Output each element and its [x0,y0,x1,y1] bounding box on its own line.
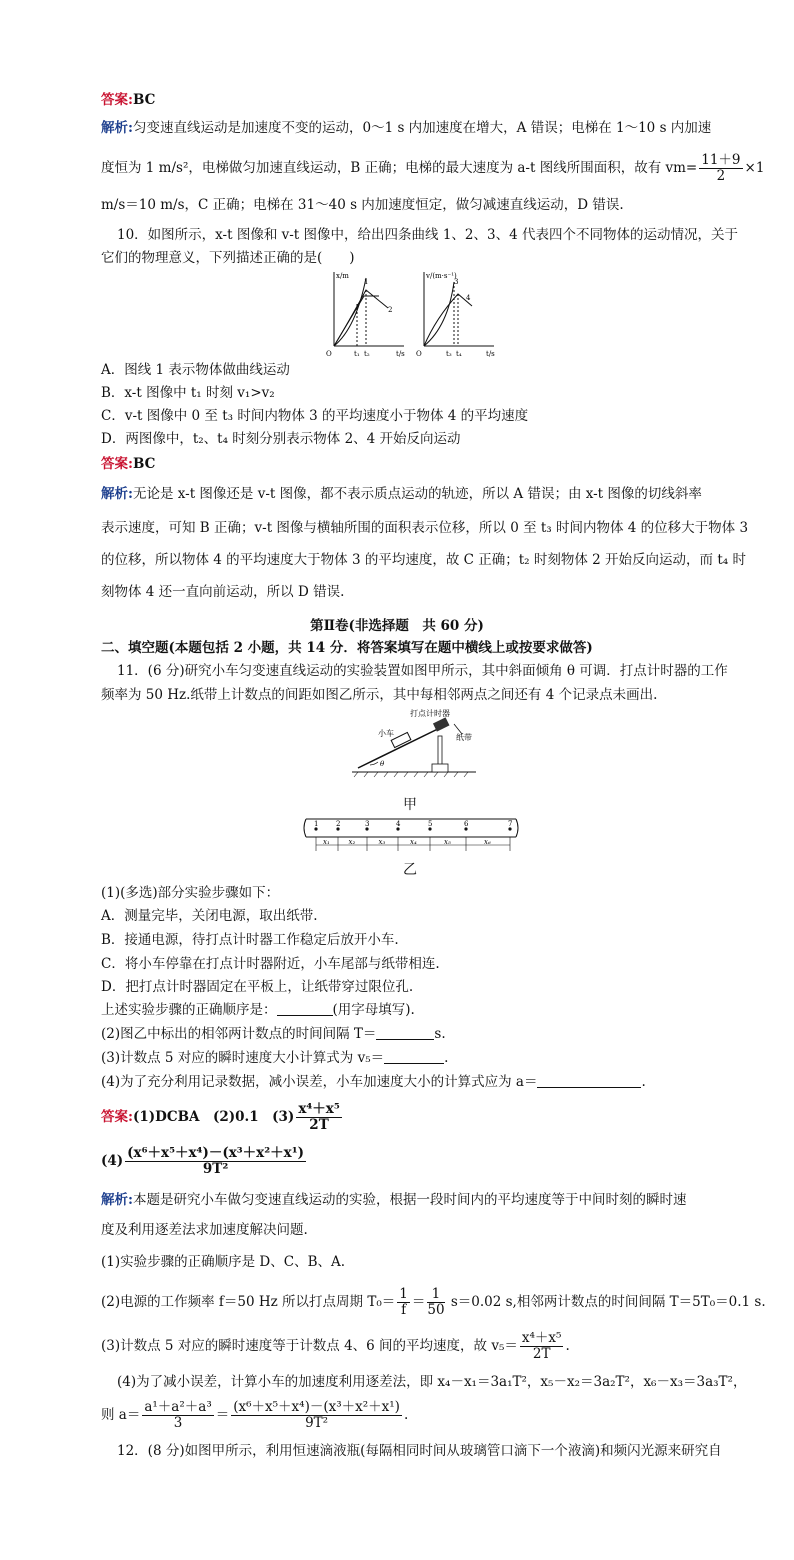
q11-answer-4 [101,1146,308,1177]
sol2-eq: ＝ [411,1294,426,1310]
sol3-prefix: (3)计数点 5 对应的瞬时速度等于计数点 4、6 间的平均速度，故 v₅＝ [101,1338,518,1354]
xt-t1: t₁ [354,350,360,358]
frac-tail: ×1 [744,160,765,176]
q10-graphs [316,268,506,360]
q11-analysis-line-1 [101,1190,686,1210]
tape-point-label: 5 [428,820,433,828]
xt-graph [326,272,405,358]
tape-point-label: 4 [396,820,401,828]
order-prefix: 上述实验步骤的正确顺序是： [101,1002,277,1018]
xt-c2: 2 [388,306,393,314]
sol4-frac-2 [231,1400,402,1431]
frac-den: f [401,1302,407,1318]
xt-t2: t₂ [364,350,370,358]
tape-point-label: 2 [336,820,341,828]
q10-stem-2: 它们的物理意义，下列描述正确的是( ) [101,250,355,266]
cart-label: 小车 [378,729,394,738]
q11-analysis-line-2: 度及利用逐差法求加速度解决问题. [101,1222,308,1238]
q12-stem: 12．(8 分)如图甲所示，利用恒速滴液瓶(每隔相同时间从玻璃管口滴下一个液滴)和频闪光源来研究自 [117,1443,722,1459]
fig-b-caption: 乙 [403,862,417,878]
q3-prefix: (3)计数点 5 对应的瞬时速度大小计算式为 v₅＝ [101,1050,385,1066]
fig-a-apparatus [348,706,480,778]
sol4-prefix: 则 a＝ [101,1407,141,1423]
q9-analysis-line-3 [101,195,624,215]
q11-sol-2 [101,1287,766,1318]
frac-num: x⁴＋x⁵ [298,1101,340,1117]
sol2-prefix: (2)电源的工作频率 f＝50 Hz 所以打点周期 T₀＝ [101,1294,396,1310]
q4-prefix: (4)为了充分利用记录数据，减小误差，小车加速度大小的计算式应为 a＝ [101,1074,538,1090]
q10-option-c: C．v-t 图像中 0 至 t₃ 时间内物体 3 的平均速度小于物体 4 的平均速度 [101,408,529,424]
analysis-text: 本题是研究小车做匀变速直线运动的实验，根据一段时间内的平均速度等于中间时刻的瞬时速 [132,1192,687,1208]
q10-analysis-line-3: 的位移，所以物体 4 的平均速度大于物体 3 的平均速度，故 C 正确；t₂ 时刻物体 2 开始反向运动，而 t₄ 时 [101,552,746,568]
analysis-text: 无论是 x-t 图像还是 v-t 图像，都不表示质点运动的轨迹，所以 A 错误；由 x-t 图像的切线斜率 [132,486,702,502]
q11-part1: (1)(多选)部分实验步骤如下： [101,885,280,901]
frac-den: 2T [532,1346,551,1362]
answer-label: 答案: [101,456,133,472]
q2-prefix: (2)图乙中标出的相邻两计数点的时间间隔 T＝ [101,1026,377,1042]
q10-option-a: A．图线 1 表示物体做曲线运动 [101,362,290,378]
q9-analysis-line-2 [101,153,764,184]
sol2-frac-1 [397,1287,410,1318]
fig-b-tape [300,815,522,857]
frac-den: 50 [427,1302,445,1318]
segment-label: x₂ [348,838,356,846]
answer-label: 答案: [101,1109,133,1125]
incline [358,724,448,768]
q11-step-b: B．接通电源，待打点计时器工作稳定后放开小车. [101,932,399,948]
curve-4 [424,294,472,346]
q11-step-c: C．将小车停靠在打点计时器附近，小车尾部与纸带相连. [101,956,440,972]
q11-order-line [101,1000,415,1020]
q11-sol-4-line-1: (4)为了减小误差，计算小车的加速度利用逐差法，即 x₄－x₁＝3a₁T²，x₅－x₂＝3a₂T²，x₆－x₃＝3a₃T²， [117,1374,747,1390]
q10-analysis-line-4: 刻物体 4 还一直向前运动，所以 D 错误. [101,584,345,600]
sol2-frac-2 [427,1287,444,1318]
q10-stem-1: 10．如图所示，x-t 图像和 v-t 图像中，给出四条曲线 1、2、3、4 代表四个不同物体的运动情况，关于 [117,227,738,243]
answer-value: BC [132,92,156,108]
sol3-frac [520,1331,564,1362]
analysis-text: 匀变速直线运动是加速度不变的运动，0～1 s 内加速度在增大，A 错误；电梯在 1～10 s 内加速 [132,120,712,136]
order-blank[interactable] [277,1001,333,1016]
frac-num: 1 [399,1286,408,1302]
sol3-suffix: . [565,1338,570,1354]
segment-label: x₃ [378,838,386,846]
answer-value: BC [132,456,156,472]
analysis-label: 解析: [101,120,133,136]
answer-label: 答案: [101,92,133,108]
xt-c1: 1 [364,278,369,286]
frac-den: 9T² [305,1415,329,1431]
q11-stem-2: 频率为 50 Hz.纸带上计数点的间距如图乙所示，其中每相邻两点之间还有 4 个记录点未画出. [101,687,658,703]
section-heading: 二、填空题(本题包括 2 小题，共 14 分．将答案填写在题中横线上或按要求做答) [101,640,593,656]
vt-origin: O [416,350,422,358]
order-suffix: (用字母填写). [332,1002,415,1018]
q3-blank[interactable] [384,1049,444,1064]
q11-step-d: D．把打点计时器固定在平板上，让纸带穿过限位孔. [101,979,414,995]
q10-answer [101,454,155,474]
answer-text: (1)DCBA (2)0.1 (3) [132,1109,295,1125]
tape-label: 纸带 [456,733,472,742]
frac-den: 2 [716,168,726,184]
tape-point-label: 1 [314,820,319,828]
q10-analysis-line-1 [101,484,702,504]
timer-label: 打点计时器 [410,709,450,718]
frac-den: 2T [309,1117,329,1133]
tape-point-label: 3 [365,820,370,828]
sol2-suffix: s＝0.02 s,相邻两计数点的时间间隔 T＝5T₀＝0.1 s. [450,1294,766,1310]
q10-analysis-line-2: 表示速度，可知 B 正确；v-t 图像与横轴所围的面积表示位移，所以 0 至 t₃ 时间内物体 4 的位移大于物体 3 [101,520,749,536]
vt-graph [416,272,495,358]
analysis-label: 解析: [101,1192,133,1208]
vt-xlabel: t/s [486,350,495,358]
tape-point-label: 6 [464,820,469,828]
analysis-text: m/s＝10 m/s，C 正确；电梯在 31～40 s 内加速度恒定，做匀减速直线运动，D 错误. [101,197,624,213]
q2-suffix: s. [434,1026,446,1042]
frac-den: 3 [173,1415,183,1431]
cart [391,732,411,747]
q11-sol-1: (1)实验步骤的正确顺序是 D、C、B、A. [101,1254,346,1270]
sol4-frac-1 [142,1400,213,1431]
xt-xlabel: t/s [396,350,405,358]
ans4-prefix: (4) [101,1153,124,1169]
analysis-label: 解析: [101,486,133,502]
angle-label: θ [380,760,385,768]
q11-q4-line [101,1072,646,1092]
segment-label: x₅ [444,838,451,846]
tape-segments [316,838,510,846]
q11-step-a: A．测量完毕，关闭电源，取出纸带. [101,908,318,924]
fraction [699,153,742,184]
q9-analysis-line-1 [101,118,711,138]
tape-points [314,820,512,851]
q3-suffix: . [444,1050,449,1066]
frac-num: a¹＋a²＋a³ [144,1399,212,1415]
q4-suffix: . [641,1074,646,1090]
vt-ylabel: v/(m·s⁻¹) [426,272,457,280]
part2-title: 第Ⅱ卷(非选择题 共 60 分) [310,618,484,634]
q11-sol-3 [101,1331,570,1362]
xt-ylabel: x/m [336,272,349,280]
vt-c3: 3 [454,278,459,286]
q9-answer [101,90,155,110]
curve-1 [334,278,369,346]
vt-t3: t₃ [446,350,452,358]
xt-origin: O [326,350,332,358]
q11-stem-1: 11．(6 分)研究小车匀变速直线运动的实验装置如图甲所示，其中斜面倾角 θ 可调．打点计时器的工作 [117,663,728,679]
sol4-eq: ＝ [215,1407,230,1423]
q11-q2-line [101,1024,446,1044]
q11-answer [101,1102,344,1133]
frac-num: x⁴＋x⁵ [521,1330,562,1346]
segment-label: x₆ [484,838,491,846]
vt-c4: 4 [466,294,471,302]
ans4-fraction [125,1146,306,1177]
q4-blank[interactable] [537,1073,641,1088]
frac-num: (x⁶＋x⁵＋x⁴)－(x³＋x²＋x¹) [233,1399,400,1415]
segment-label: x₄ [410,838,417,846]
q11-sol-4-line-2 [101,1400,408,1431]
ans3-fraction [296,1102,341,1133]
vt-t4: t₄ [456,350,462,358]
tape-point-label: 7 [508,820,513,828]
sol4-suffix: . [403,1407,409,1423]
frac-num: (x⁶＋x⁵＋x⁴)－(x³＋x²＋x¹) [127,1145,304,1161]
segment-label: x₁ [323,838,330,846]
q2-blank[interactable] [376,1025,434,1040]
q10-option-b: B．x-t 图像中 t₁ 时刻 v₁>v₂ [101,385,275,401]
q10-option-d: D．两图像中，t₂、t₄ 时刻分别表示物体 2、4 开始反向运动 [101,431,461,447]
q11-q3-line [101,1048,448,1068]
fig-a-caption: 甲 [403,797,417,813]
frac-den: 9T² [202,1161,229,1177]
frac-num: 11＋9 [701,152,741,168]
analysis-text: 度恒为 1 m/s²，电梯做匀加速直线运动，B 正确；电梯的最大速度为 a-t 图线所围面积，故有 vm= [101,160,698,176]
frac-num: 1 [427,1287,444,1303]
